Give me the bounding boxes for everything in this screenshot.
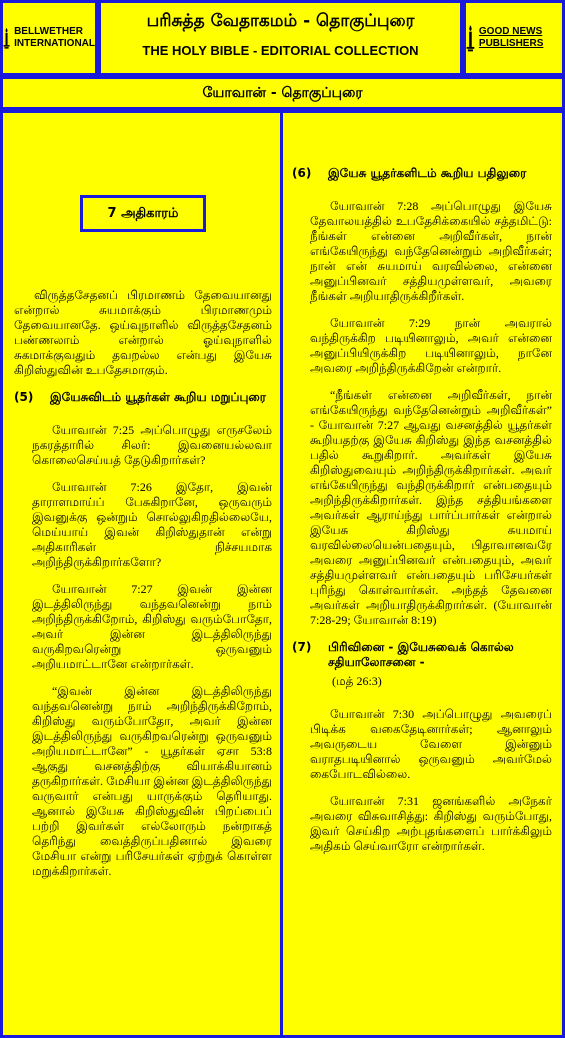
section-7-number: (7)	[292, 640, 312, 654]
verse-7-26: யோவான் 7:26 இதோ, இவன் தாராளமாய்ப் பேசுகிறானே, ஒருவரும் இவனுக்கு ஒன்றும் சொல்லுகிறதில்லையே, மெய்யாய் இவன் கிறிஸ்துதான் என்று அதிகாரிகள் நிச்சயமாக அறிந்திருக்கிறார்களோ?	[32, 480, 272, 569]
commentary-7-27: “இவன் இன்ன இடத்திலிருந்து வந்தவனென்று நாம் அறிந்திருக்கிறோம், கிறிஸ்து வரும்போதோ, அவர் இன்ன இடத்திலிருந்து வருகிறவரென்று ஒருவனும் அறியமாட்டானே” - யூதர்கள் ஏசா 53:8 ஆகுது வசனத்திற்கு வியாக்கியானம் தருகிறார்கள். மேசியா இன்ன இடத்திலிருந்து வருவார் என்பது யாருக்கும் தெரியாது. ஆனால் இயேசு கிறிஸ்துவின் பிறப்பைப் பற்றி இவர்கள் எல்லோரும் நன்றாகத் தெரிந்து வைத்திருப்பதினால் இவரை மேசியா என்று பரிசேயர்கள் ஏற்றுக் கொள்ள மறுக்கிறார்கள்.	[32, 684, 272, 878]
verse-7-25: யோவான் 7:25 அப்பொழுது எருசலேம் நகரத்தாரில் சிலர்: இவனையல்லவா கொலைசெய்யத் தேடுகிறார்கள்?	[32, 423, 272, 467]
section-6-number: (6)	[292, 166, 312, 180]
title-tamil: பரிசுத்த வேதாகமம் - தொகுப்புரை	[146, 11, 415, 31]
left-logo-box	[0, 0, 98, 76]
subtitle-bar	[0, 76, 565, 110]
candle-icon	[466, 16, 475, 60]
verse-7-31: யோவான் 7:31 ஜனங்களில் அநேகர் அவரை விசுவாசித்து: கிறிஸ்து வரும்போது, இவர் செய்கிற அற்புதங்களைப் பார்க்கிலும் அதிகம் செய்வாரோ என்றார்கள்.	[310, 794, 552, 853]
header-title-box	[98, 0, 463, 76]
verse-7-29: யோவான் 7:29 நான் அவரால் வந்திருக்கிற படியினாலும், அவர் என்னை அனுப்பியிருக்கிற படியினாலும், நானே அவரை அறிந்திருக்கிறேன் என்றார்.	[310, 316, 552, 375]
left-logo-text: BELLWETHER INTERNATIONAL	[14, 26, 95, 49]
title-english: THE HOLY BIBLE - EDITORIAL COLLECTION	[142, 43, 419, 58]
section-6-title: இயேசு யூதர்களிடம் கூறிய பதிலுரை	[328, 166, 527, 180]
column-divider	[280, 110, 283, 1038]
left-column	[14, 115, 272, 891]
right-logo-box	[463, 0, 565, 76]
candle-icon	[3, 16, 10, 60]
subtitle: யோவான் - தொகுப்புரை	[202, 85, 363, 101]
intro-paragraph: விருத்தசேதனப் பிரமாணம் தேவையானது என்றால் சுயமாக்கும் பிரமாணமும் தேவையானதே. ஒய்வுநாளில் விருத்தசேதனம் பண்ணலாம் என்றால் ஓய்வுநாளில் சுகமாக்குவதும் தவறல்ல என்பது இயேசு கிறிஸ்துவின் உபதேசமாகும்.	[14, 288, 272, 377]
section-5-number: (5)	[14, 390, 34, 404]
section-7-title: பிரிவினை - இயேசுவைக் கொல்ல சதியாலோசனை -	[328, 640, 514, 669]
verse-7-28: யோவான் 7:28 அப்பொழுது இயேசு தேவாலயத்தில் உபதேசிக்கையில் சத்தமிட்டு: நீங்கள் என்னை அறிவீர்கள், நான் எங்கேயிருந்து வந்தேனென்றும் அறிவீர்கள்; நான் என் சுயமாய் வரவில்லை, என்னை அனுப்பினவர் சத்தியமுள்ளவர், அவரை நீங்கள் அறியாதிருக்கிறீர்கள்.	[310, 199, 552, 303]
section-7-heading	[292, 640, 552, 670]
verse-7-27: யோவான் 7:27 இவன் இன்ன இடத்திலிருந்து வந்தவனென்று நாம் அறிந்திருக்கிறோம், கிறிஸ்து வரும்போதோ, அவர் இன்ன இடத்திலிருந்து வருகிறவரென்று ஒருவனும் அறியமாட்டானே என்றார்கள்.	[32, 582, 272, 671]
right-column	[292, 160, 552, 866]
commentary-7-28: “நீங்கள் என்னை அறிவீர்கள், நான் எங்கேயிருந்து வந்தேனென்றும் அறிவீர்கள்” - யோவான் 7:27 ஆவது வசனத்தில் யூதர்கள் கூறியதற்கு இயேசு கிறிஸ்து இந்த வசனத்தில் பதில் கூறுகிறார். அவர்கள் இயேசு கிறிஸ்துவையும் அறிந்திருக்கிறார்கள். அவர் எங்கேயிருந்து வந்திருக்கிறார் என்பதையும் அறிந்திருக்கிறார்கள். இந்த சத்தியங்களை அவர்கள் ஆராய்ந்து பார்ப்பார்கள் என்றால் இயேசு கிறிஸ்து சுயமாய் வரவில்லையென்பதையும், பிதாவானவரே அவரை அனுப்பினவர் என்பதையும், அவர் சத்தியமுள்ளவர் என்பதையும் பரிசேயர்கள் புரிந்து கொள்வார்கள். அந்தத் தேவனை அவர்கள் அறியாதிருக்கிறார்கள். (யோவான் 7:28-29; யோவான் 8:19)	[310, 388, 552, 627]
section-5-title: இயேசுவிடம் யூதர்கள் கூறிய மறுப்புரை	[50, 390, 266, 404]
right-logo-text: GOOD NEWS PUBLISHERS	[478, 26, 544, 49]
chapter-label: 7 அதிகாரம்	[80, 195, 206, 232]
verse-7-30: யோவான் 7:30 அப்பொழுது அவரைப் பிடிக்க வகைதேடினார்கள்; ஆனாலும் அவருடைய வேளை இன்னும் வராதபடியினால் ஒருவனும் அவர்மேல் கைபோடவில்லை.	[310, 707, 552, 781]
section-7-reference: (மத் 26:3)	[332, 674, 382, 688]
section-5-heading	[14, 390, 272, 405]
section-6-heading	[292, 166, 552, 181]
